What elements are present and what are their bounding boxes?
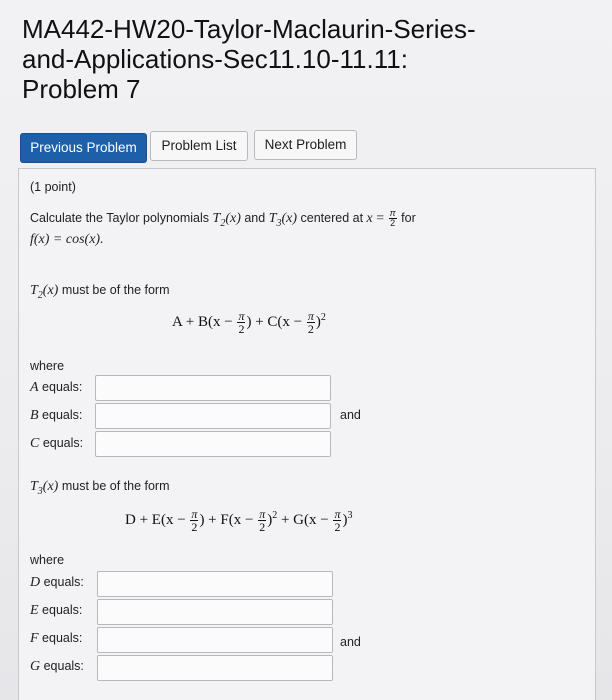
d-input[interactable]: [97, 571, 333, 597]
c-input[interactable]: [95, 431, 331, 457]
next-problem-button[interactable]: Next Problem: [254, 130, 357, 160]
function-definition: f(x) = cos(x).: [30, 232, 104, 247]
title-line-3: Problem 7: [22, 74, 141, 104]
where-label-2: where: [30, 553, 65, 567]
b-label: B equals:: [30, 408, 83, 423]
t3-symbol: T: [268, 210, 277, 226]
f-input[interactable]: [97, 627, 333, 653]
t2-formula: A + B(x − $\frac{\pi}{2}$ ) + C(x − $\frac{\pi}{2}$ )$^2$: [172, 309, 326, 336]
and-label-2: and: [340, 635, 361, 649]
intro-text: Calculate the Taylor polynomials: [30, 210, 210, 225]
for-text: for: [401, 210, 416, 225]
points-label: (1 point): [30, 180, 76, 194]
title-line-1: MA442-HW20-Taylor-Maclaurin-Series-: [22, 14, 476, 44]
previous-problem-button[interactable]: Previous Problem: [20, 133, 147, 163]
t2-form-text: must be of the form: [61, 283, 170, 297]
t3-form-text: must be of the form: [61, 479, 170, 493]
page-title: [22, 14, 592, 104]
g-label: G equals:: [30, 659, 84, 674]
title-line-2: and-Applications-Sec11.10-11.11:: [22, 44, 408, 74]
f-label: F equals:: [30, 631, 83, 646]
problem-statement: Calculate the Taylor polynomials $T_2(x)$ and $T_3(x)$ centered at x = $\frac{\pi}{2}$ for: [30, 208, 416, 229]
and-label-1: and: [340, 408, 361, 422]
g-input[interactable]: [97, 655, 333, 681]
a-label: A equals:: [30, 380, 83, 395]
t2-symbol: T: [212, 210, 221, 226]
centered-text: centered at: [300, 210, 364, 225]
e-label: E equals:: [30, 603, 83, 618]
c-label: C equals:: [30, 436, 84, 451]
a-input[interactable]: [95, 375, 331, 401]
e-input[interactable]: [97, 599, 333, 625]
t3-form-line: $T_3(x)$ must be of the form: [30, 479, 170, 497]
and-text: and: [244, 210, 266, 225]
where-label-1: where: [30, 359, 65, 373]
t2-form-line: $T_2(x)$ must be of the form: [30, 283, 170, 301]
b-input[interactable]: [95, 403, 331, 429]
d-label: D equals:: [30, 575, 84, 590]
problem-list-button[interactable]: Problem List: [150, 131, 248, 161]
t3-formula: D + E(x − $\frac{\pi}{2}$ ) + F(x − $\frac{\pi}{2}$ )$^2$ + G(x − $\frac{\pi}{2}$ )$^3$: [125, 507, 353, 534]
